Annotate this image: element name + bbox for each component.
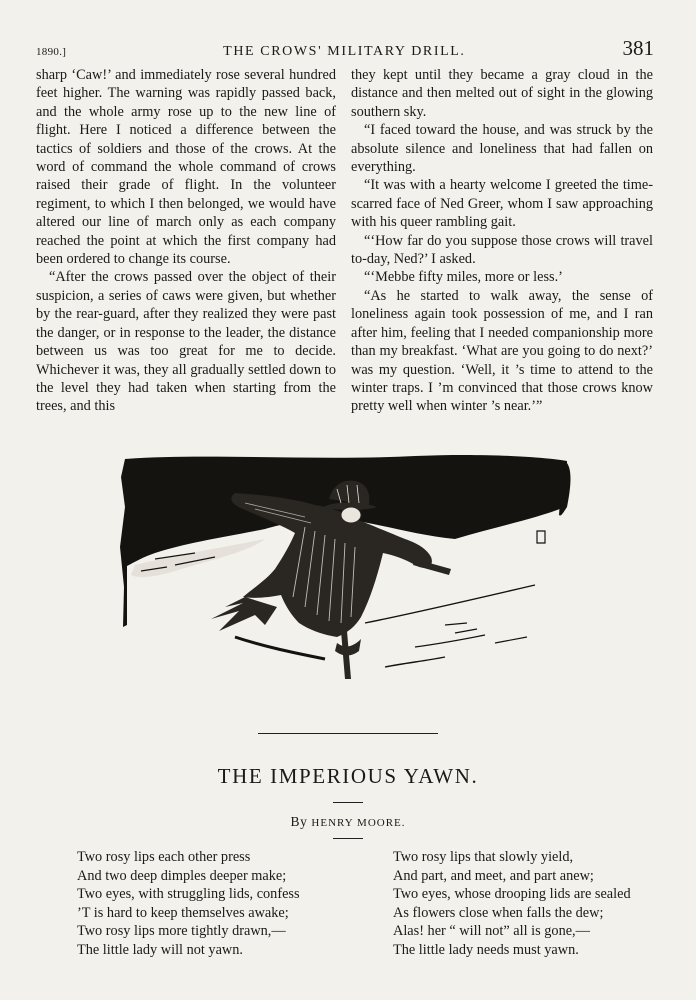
poem-line: The little lady needs must yawn. [393, 941, 579, 958]
poem-line: Alas! her “ will not” all is gone,— [393, 923, 590, 940]
scarecrow-illustration [115, 447, 575, 712]
byline [0, 814, 696, 830]
left-paragraph-1: sharp ‘Caw!’ and immediately rose several hundred feet higher. The warning was rapidly passed back, and the whole army rose up to the new line of flight. Here I noticed a difference between the tactics of soldiers and those of the crows. At the word of command the whole command of crows raised their grade of flight. In the volunteer regiment, to which I then belonged, we would have altered our line of march only as each company reached the point at which the first company had been ordered to change its course. [36, 67, 336, 268]
right-paragraph-5: “‘Mebbe fifty miles, more or less.’ [364, 269, 563, 286]
right-paragraph-6: “As he started to walk away, the sense of loneliness again took possession of me, and I ran after him, feeling that I needed companionship more than my breakfast. ‘What are you going to do next?’ was my question. ‘Well, it ’s time to attend to the winter traps. I ’m convinced that those crows know pretty well when winter ’s near.’” [351, 287, 653, 415]
poem-line: The little lady will not yawn. [77, 941, 243, 958]
poem-line: Two rosy lips each other press [77, 849, 251, 865]
right-column [351, 66, 653, 416]
poem-line: Two rosy lips that slowly yield, [393, 849, 574, 865]
poem-author: HENRY MOORE. [311, 817, 406, 829]
left-paragraph-2: “After the crows passed over the object of their suspicion, a series of caws were given, but whether by the rear-guard, after they realized they were past the danger, or in response to the leader, the distance between us was too great for me to decide. Whichever it was, they all gradually settled down to the level they had taken when starting from the trees, and this [36, 269, 336, 415]
poem-line: And part, and meet, and part anew; [393, 867, 594, 884]
title-rule [333, 802, 363, 803]
section-divider [258, 733, 438, 734]
stanza-2 [393, 848, 631, 960]
poem-line: And two deep dimples deeper make; [77, 867, 287, 884]
left-column [36, 66, 336, 416]
byline-prefix: By [290, 814, 308, 829]
poem-title: THE IMPERIOUS YAWN. [217, 764, 479, 788]
poem-line: ’T is hard to keep themselves awake; [77, 904, 289, 921]
right-paragraph-2: “I faced toward the house, and was struck by the absolute silence and loneliness that had fallen on everything. [351, 122, 653, 176]
running-head-title: THE CROWS' MILITARY DRILL. [223, 44, 466, 59]
stanza-1 [77, 848, 300, 960]
right-paragraph-1: they kept until they became a gray cloud in the distance and then melted out of sight in the glowing southern sky. [351, 67, 653, 120]
poem-line: Two rosy lips more tightly drawn,— [77, 923, 286, 940]
running-head-year: 1890.] [36, 46, 67, 58]
right-paragraph-3: “It was with a hearty welcome I greeted the time-scarred face of Ned Greer, whom I saw approaching with his queer rambling gait. [351, 177, 653, 231]
right-paragraph-4: “‘How far do you suppose those crows will travel to-day, Ned?’ I asked. [351, 232, 653, 268]
byline-rule [333, 838, 363, 839]
poem-line: Two eyes, with struggling lids, confess [77, 886, 300, 903]
poem-line: Two eyes, whose drooping lids are sealed [393, 886, 631, 903]
running-head [36, 36, 654, 60]
page-number: 381 [622, 36, 654, 60]
poem-line: As flowers close when falls the dew; [393, 904, 604, 921]
